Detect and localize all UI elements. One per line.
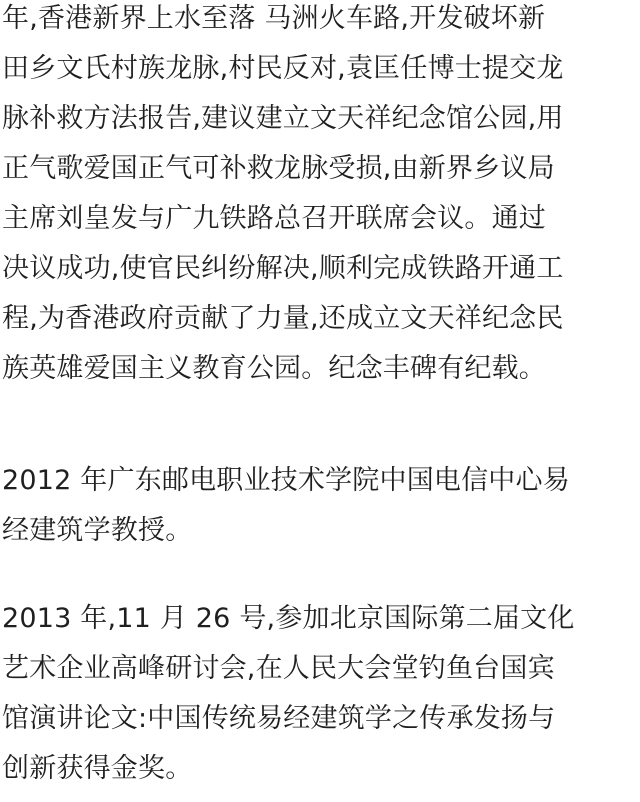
text-line: 正气歌爱国正气可补救龙脉受损,由新界乡议局 (2, 153, 555, 184)
text-line: 田乡文氏村族龙脉,村民反对,袁匡任博士提交龙 (2, 53, 564, 84)
text-line: 经建筑学教授。 (2, 515, 193, 546)
paragraph-railway-dragon-vein (2, 0, 638, 394)
text-line: 2013 年,11 月 26 号,参加北京国际第二届文化 (2, 603, 575, 634)
text-line: 艺术企业高峰研讨会,在人民大会堂钓鱼台国宾 (2, 653, 555, 684)
text-line: 主席刘皇发与广九铁路总召开联席会议。通过 (2, 203, 546, 234)
text-line: 脉补救方法报告,建议建立文天祥纪念馆公园,用 (2, 103, 564, 134)
text-line: 族英雄爱国主义教育公园。纪念丰碑有纪载。 (2, 353, 546, 384)
text-line: 2012 年广东邮电职业技术学院中国电信中心易 (2, 465, 570, 496)
text-line: 创新获得金奖。 (2, 753, 193, 784)
paragraph-2013-award (2, 594, 638, 794)
text-line: 决议成功,使官民纠纷解决,顺利完成铁路开通工 (2, 253, 564, 284)
text-line: 馆演讲论文:中国传统易经建筑学之传承发扬与 (2, 703, 556, 734)
text-line: 年,香港新界上水至落 马洲火车路,开发破坏新 (2, 3, 546, 34)
text-line: 程,为香港政府贡献了力量,还成立文天祥纪念民 (2, 303, 564, 334)
paragraph-2012-professor (2, 456, 638, 556)
